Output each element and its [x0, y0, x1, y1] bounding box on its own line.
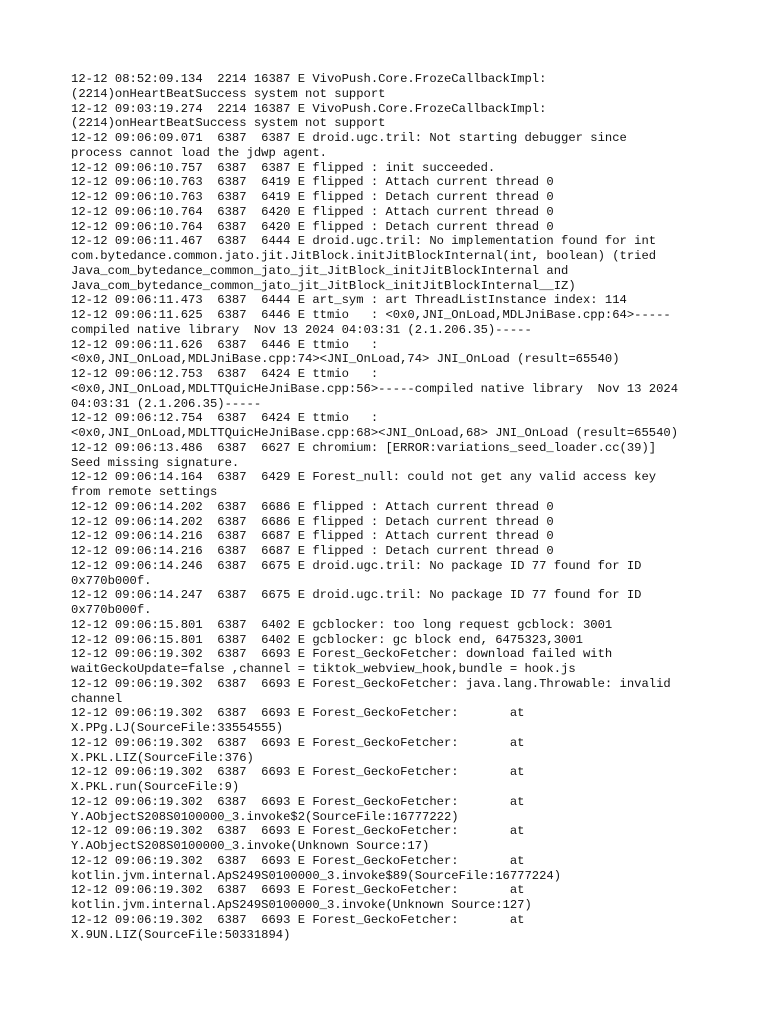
log-line: 12-12 09:06:12.753 6387 6424 E ttmio :: [71, 367, 379, 381]
log-line: 12-12 09:06:10.763 6387 6419 E flipped : Detach current thread 0: [71, 190, 554, 204]
log-line: 12-12 09:06:10.764 6387 6420 E flipped : Attach current thread 0: [71, 204, 554, 219]
log-line: 12-12 09:06:14.202 6387 6686 E flipped : Detach current thread 0: [71, 514, 554, 529]
log-line: 12-12 08:52:09.134 2214 16387 E VivoPush.Core.FrozeCallbackImpl:: [71, 72, 547, 86]
log-line: waitGeckoUpdate=false ,channel = tiktok_webview_hook,bundle = hook.js: [71, 662, 576, 676]
log-line: 12-12 09:06:19.302 6387 6693 E Forest_GeckoFetcher: at: [71, 883, 525, 898]
log-line: <0x0,JNI_OnLoad,MDLJniBase.cpp:74><JNI_OnLoad,74> JNI_OnLoad (result=65540): [71, 352, 620, 367]
log-line: compiled native library Nov 13 2024 04:03:31 (2.1.206.35)-----: [71, 322, 532, 337]
log-line: (2214)onHeartBeatSuccess system not support: [71, 116, 386, 131]
log-line: 12-12 09:06:19.302 6387 6693 E Forest_GeckoFetcher: at: [71, 706, 525, 721]
log-line: 12-12 09:06:10.763 6387 6419 E flipped : Attach current thread 0: [71, 175, 554, 190]
log-line: 0x770b000f.: [71, 603, 152, 617]
log-line: 12-12 09:06:12.754 6387 6424 E ttmio :: [71, 411, 379, 426]
log-line: <0x0,JNI_OnLoad,MDLTTQuicHeJniBase.cpp:56>-----compiled native library Nov 13 2024: [71, 381, 679, 396]
log-line: 12-12 09:06:14.202 6387 6686 E flipped : Attach current thread 0: [71, 499, 554, 514]
log-line: kotlin.jvm.internal.ApS249S0100000_3.invoke(Unknown Source:127): [71, 898, 532, 912]
log-line: X.9UN.LIZ(SourceFile:50331894): [71, 927, 291, 942]
log-line: 12-12 09:06:14.246 6387 6675 E droid.ugc.tril: No package ID 77 found for ID: [71, 558, 642, 573]
log-line: 12-12 09:06:19.302 6387 6693 E Forest_GeckoFetcher: at: [71, 794, 525, 809]
log-line: 12-12 09:06:14.216 6387 6687 E flipped : Detach current thread 0: [71, 544, 554, 558]
log-line: Y.AObjectS208S0100000_3.invoke$2(SourceFile:16777222): [71, 809, 459, 824]
log-line: 12-12 09:06:13.486 6387 6627 E chromium: [ERROR:variations_seed_loader.cc(39)]: [71, 440, 657, 455]
log-line: X.PPg.LJ(SourceFile:33554555): [71, 721, 284, 735]
log-line: 12-12 09:06:19.302 6387 6693 E Forest_GeckoFetcher: at: [71, 853, 525, 868]
log-line: from remote settings: [71, 485, 218, 499]
log-line: 12-12 09:06:11.625 6387 6446 E ttmio : <0x0,JNI_OnLoad,MDLJniBase.cpp:64>-----: [71, 308, 671, 322]
log-line: 12-12 09:06:14.216 6387 6687 E flipped : Attach current thread 0: [71, 529, 554, 544]
log-line: Java_com_bytedance_common_jato_jit_JitBlock_initJitBlockInternal and: [71, 263, 569, 278]
log-line: Seed missing signature.: [71, 455, 240, 470]
log-line: 12-12 09:06:11.626 6387 6446 E ttmio :: [71, 337, 379, 352]
log-line: 12-12 09:06:15.801 6387 6402 E gcblocker: gc block end, 6475323,3001: [71, 632, 583, 647]
log-line: 12-12 09:06:19.302 6387 6693 E Forest_GeckoFetcher: at: [71, 912, 525, 927]
log-line: 12-12 09:03:19.274 2214 16387 E VivoPush.Core.FrozeCallbackImpl:: [71, 101, 547, 116]
log-line: 0x770b000f.: [71, 573, 152, 588]
log-line: 12-12 09:06:11.467 6387 6444 E droid.ugc.tril: No implementation found for int: [71, 234, 657, 249]
log-line: channel: [71, 691, 123, 706]
log-line: 12-12 09:06:14.164 6387 6429 E Forest_null: could not get any valid access key: [71, 470, 657, 485]
log-line: 12-12 09:06:19.302 6387 6693 E Forest_GeckoFetcher: at: [71, 735, 525, 750]
log-line: <0x0,JNI_OnLoad,MDLTTQuicHeJniBase.cpp:68><JNI_OnLoad,68> JNI_OnLoad (result=65540): [71, 426, 679, 440]
log-line: 12-12 09:06:19.302 6387 6693 E Forest_GeckoFetcher: at: [71, 765, 525, 780]
log-line: 12-12 09:06:15.801 6387 6402 E gcblocker: too long request gcblock: 3001: [71, 617, 613, 632]
log-line: X.PKL.run(SourceFile:9): [71, 780, 240, 794]
log-line: 12-12 09:06:19.302 6387 6693 E Forest_GeckoFetcher: at: [71, 824, 525, 839]
log-output: [71, 72, 731, 942]
log-line: X.PKL.LIZ(SourceFile:376): [71, 750, 254, 765]
log-line: 12-12 09:06:10.764 6387 6420 E flipped : Detach current thread 0: [71, 219, 554, 234]
log-line: 12-12 09:06:19.302 6387 6693 E Forest_GeckoFetcher: download failed with: [71, 647, 613, 662]
log-line: 12-12 09:06:14.247 6387 6675 E droid.ugc.tril: No package ID 77 found for ID: [71, 588, 642, 603]
log-line: com.bytedance.common.jato.jit.JitBlock.initJitBlockInternal(int, boolean) (tried: [71, 249, 657, 263]
log-line: 04:03:31 (2.1.206.35)-----: [71, 396, 262, 411]
log-line: process cannot load the jdwp agent.: [71, 145, 327, 160]
log-line: (2214)onHeartBeatSuccess system not support: [71, 86, 386, 101]
log-line: 12-12 09:06:19.302 6387 6693 E Forest_GeckoFetcher: java.lang.Throwable: invalid: [71, 676, 671, 691]
log-line: 12-12 09:06:11.473 6387 6444 E art_sym : art ThreadListInstance index: 114: [71, 293, 627, 308]
log-line: 12-12 09:06:09.071 6387 6387 E droid.ugc.tril: Not starting debugger since: [71, 131, 627, 145]
log-line: 12-12 09:06:10.757 6387 6387 E flipped : init succeeded.: [71, 160, 496, 175]
log-line: Y.AObjectS208S0100000_3.invoke(Unknown Source:17): [71, 839, 430, 853]
log-line: Java_com_bytedance_common_jato_jit_JitBlock_initJitBlockInternal__IZ): [71, 278, 576, 293]
log-line: kotlin.jvm.internal.ApS249S0100000_3.invoke$89(SourceFile:16777224): [71, 868, 562, 883]
